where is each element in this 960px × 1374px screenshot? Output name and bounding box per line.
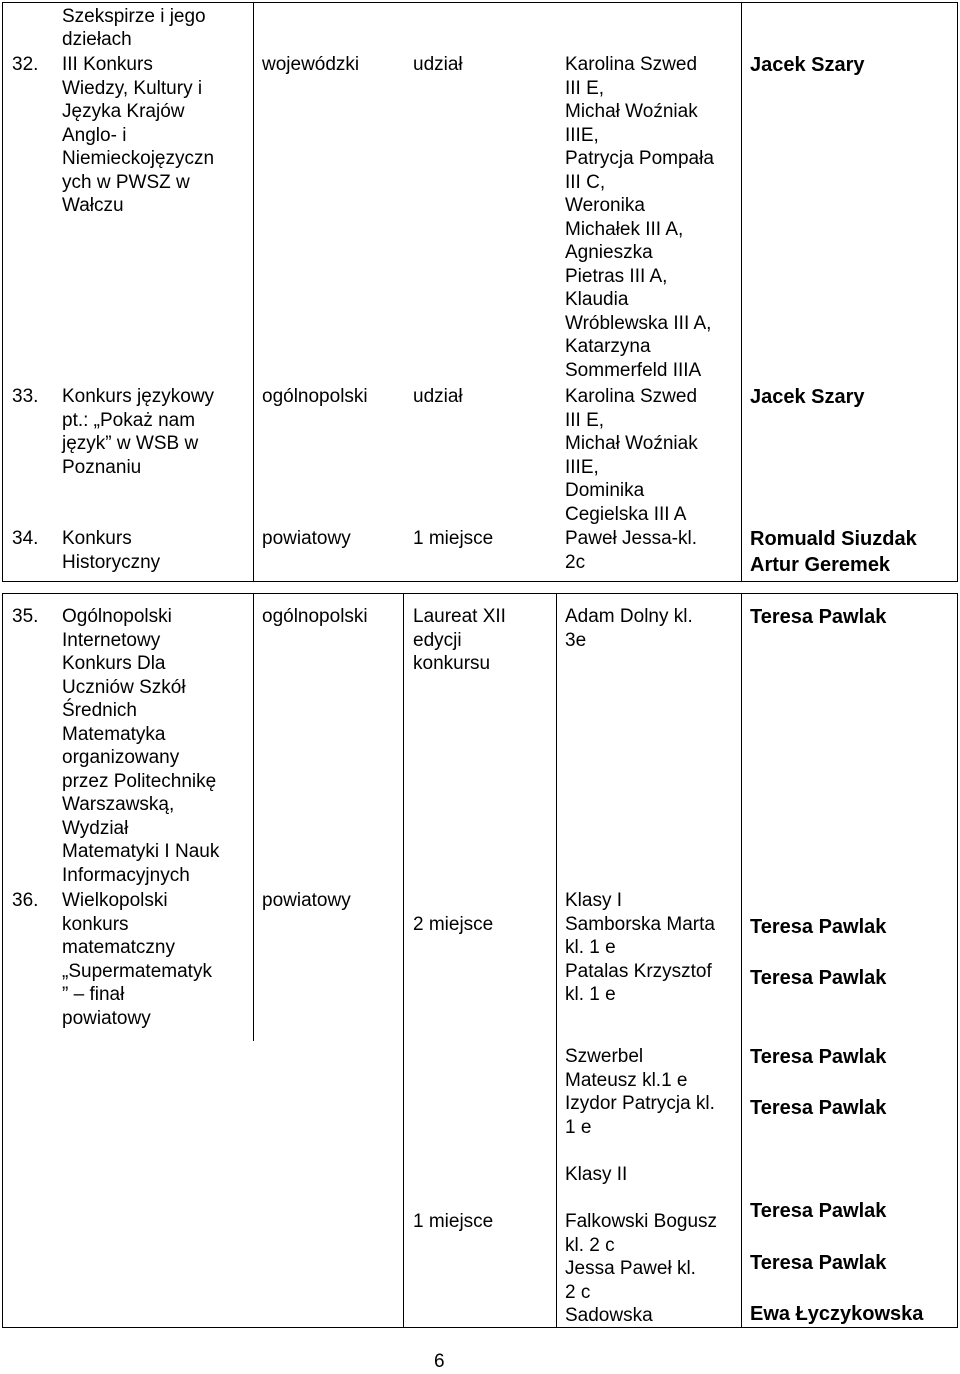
line: Michałek III A,: [565, 218, 684, 240]
line: Wielkopolski: [62, 890, 168, 911]
line: Patrycja Pompała: [565, 148, 714, 169]
r35-result: [413, 605, 506, 676]
r31-name-line: dziełach: [62, 29, 132, 50]
r34-students: [565, 527, 697, 574]
line: Warszawską,: [62, 794, 175, 815]
r33-students: [565, 385, 698, 526]
bottom-col-divider-3: [556, 593, 557, 1328]
line: Klaudia: [565, 289, 629, 310]
line: Wydział: [62, 817, 129, 839]
r35-students: [565, 605, 693, 652]
r36-result-a: 2 miejsce: [413, 914, 494, 935]
r33-result: udział: [413, 386, 463, 407]
line: IIIE,: [565, 124, 599, 146]
line: „Supermatematyk: [62, 960, 212, 982]
r34-teacher: Romuald Siuzdak: [750, 528, 917, 550]
line: Ogólnopolski: [62, 606, 172, 627]
line: Sadowska: [565, 1305, 653, 1326]
line: Sommerfeld IIIA: [565, 359, 702, 381]
r34-name: [62, 527, 160, 574]
line: ” – finał: [62, 984, 125, 1005]
r34-result: 1 miejsce: [413, 528, 494, 549]
r36-teacher-c: Teresa Pawlak: [750, 1252, 887, 1274]
line: Konkurs: [62, 528, 132, 549]
line: Języka Krajów: [62, 101, 185, 122]
line: III E,: [565, 77, 605, 99]
top-col-divider-2: [741, 2, 742, 582]
line: konkurs: [62, 913, 129, 935]
line: Niemieckojęzyczn: [62, 148, 215, 169]
line: Poznaniu: [62, 456, 142, 478]
r36-level: powiatowy: [262, 890, 351, 911]
r36-teacher-c: Teresa Pawlak: [750, 1200, 887, 1222]
line: język” w WSB w: [62, 433, 199, 454]
line: Jessa Paweł kl.: [565, 1258, 696, 1279]
row-number: 36.: [12, 890, 39, 911]
line: 2 c: [565, 1281, 591, 1303]
line: Wiedzy, Kultury i: [62, 77, 203, 99]
row-number: 32.: [12, 54, 39, 75]
line: Karolina Szwed: [565, 386, 698, 407]
r36-teacher-a: Teresa Pawlak: [750, 967, 887, 989]
bottom-col-divider-4: [741, 593, 742, 1328]
line: III E,: [565, 409, 605, 431]
r36-students-c-head: Klasy II: [565, 1164, 628, 1185]
r32-result: udział: [413, 54, 463, 75]
line: Karolina Szwed: [565, 54, 698, 75]
line: ych w PWSZ w: [62, 171, 190, 193]
line: Informacyjnych: [62, 864, 190, 886]
page-number: 6: [434, 1351, 445, 1372]
line: Adam Dolny kl.: [565, 606, 693, 627]
line: Paweł Jessa-kl.: [565, 528, 697, 549]
line: Historyczny: [62, 551, 161, 573]
row-number: 34.: [12, 528, 39, 549]
r35-level: ogólnopolski: [262, 606, 368, 627]
r34-level: powiatowy: [262, 528, 351, 549]
line: Matematyki I Nauk: [62, 841, 220, 862]
line: Konkurs Dla: [62, 653, 166, 674]
row-number: 33.: [12, 386, 39, 407]
r36-result-c: 1 miejsce: [413, 1211, 494, 1232]
line: Anglo- i: [62, 124, 127, 146]
line: przez Politechnikę: [62, 770, 217, 792]
line: powiatowy: [62, 1007, 151, 1029]
r31-name-line: Szekspirze i jego: [62, 6, 206, 27]
line: kl. 2 c: [565, 1234, 615, 1256]
r33-teacher: Jacek Szary: [750, 386, 865, 408]
r36-teacher-b: Teresa Pawlak: [750, 1046, 887, 1068]
line: Szwerbel: [565, 1046, 644, 1067]
line: Uczniów Szkół: [62, 676, 186, 698]
line: Izydor Patrycja kl.: [565, 1093, 715, 1114]
r36-students-b: [565, 1045, 715, 1139]
line: kl. 1 e: [565, 937, 616, 958]
line: pt.: „Pokaż nam: [62, 409, 196, 431]
line: Wróblewska III A,: [565, 312, 712, 334]
line: III Konkurs: [62, 54, 153, 75]
r32-name: [62, 53, 214, 218]
r36-students-a: [565, 889, 715, 1007]
line: Patalas Krzysztof: [565, 960, 712, 982]
line: Michał Woźniak: [565, 433, 698, 454]
line: organizowany: [62, 747, 180, 768]
line: Pietras III A,: [565, 265, 668, 287]
r33-name: [62, 385, 214, 479]
r36-teacher-a: Teresa Pawlak: [750, 916, 887, 938]
line: III C,: [565, 171, 606, 193]
line: Falkowski Bogusz: [565, 1211, 718, 1232]
line: matematczny: [62, 937, 175, 958]
r35-teacher: Teresa Pawlak: [750, 606, 887, 628]
line: Mateusz kl.1 e: [565, 1069, 688, 1091]
line: Laureat XII: [413, 606, 506, 627]
line: Konkurs językowy: [62, 386, 215, 407]
line: 2c: [565, 551, 586, 573]
line: Weronika: [565, 195, 645, 216]
line: Samborska Marta: [565, 913, 715, 935]
line: Wałczu: [62, 195, 124, 216]
line: Średnich: [62, 700, 137, 721]
line: Michał Woźniak: [565, 101, 698, 122]
bottom-col-divider-1: [253, 593, 254, 1041]
line: Katarzyna: [565, 336, 651, 357]
line: Cegielska III A: [565, 503, 687, 525]
bottom-col-divider-2: [403, 593, 404, 1328]
line: Klasy I: [565, 890, 623, 911]
line: konkursu: [413, 653, 491, 674]
r34-teacher: Artur Geremek: [750, 554, 891, 576]
r36-name: [62, 889, 212, 1030]
r36-teacher-b: Teresa Pawlak: [750, 1097, 887, 1119]
r33-level: ogólnopolski: [262, 386, 368, 407]
r35-name: [62, 605, 219, 887]
line: kl. 1 e: [565, 984, 616, 1005]
r32-teacher: Jacek Szary: [750, 54, 865, 76]
line: Matematyka: [62, 723, 166, 745]
line: Dominika: [565, 480, 645, 501]
line: IIIE,: [565, 456, 599, 478]
r32-level: wojewódzki: [262, 54, 360, 75]
line: 1 e: [565, 1116, 592, 1138]
line: Agnieszka: [565, 242, 653, 263]
r32-students: [565, 53, 714, 382]
r36-students-c: [565, 1210, 717, 1328]
top-col-divider: [253, 2, 254, 582]
row-number: 35.: [12, 606, 39, 627]
line: Internetowy: [62, 629, 161, 651]
r36-teacher-c: Ewa Łyczykowska: [750, 1303, 924, 1325]
line: edycji: [413, 629, 462, 651]
line: 3e: [565, 629, 587, 651]
